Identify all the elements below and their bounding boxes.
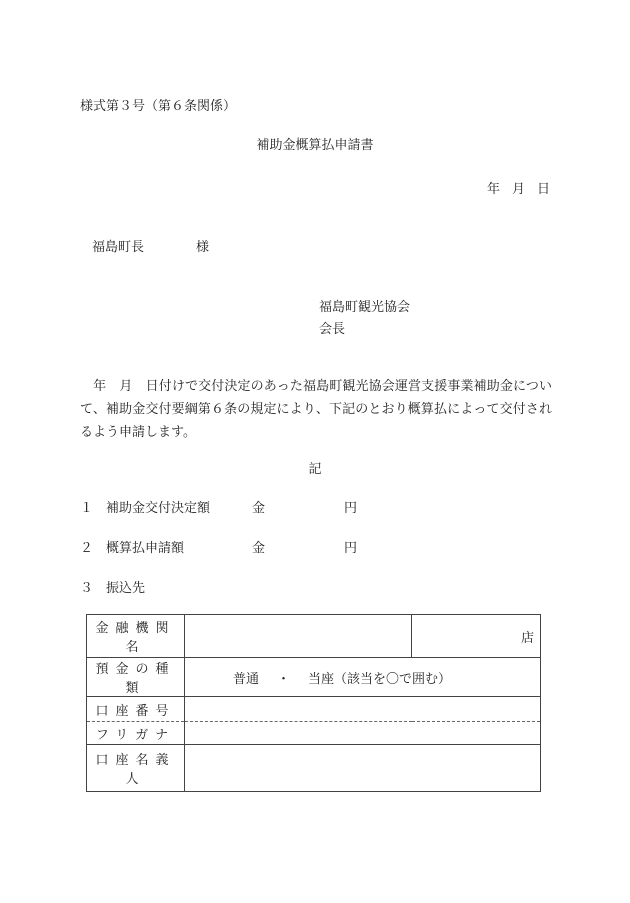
date-year: 年 xyxy=(486,182,500,197)
addressee xyxy=(92,236,209,255)
addressee-honorific: 様 xyxy=(196,240,210,255)
bank-name-row xyxy=(87,615,541,658)
item-number: ２ xyxy=(80,541,94,556)
account-type-label: 預金の種類 xyxy=(87,658,185,697)
account-type-touza: 当座（該当を〇で囲む） xyxy=(308,671,452,687)
item-number: １ xyxy=(80,501,94,516)
item-label: 概算払申請額 xyxy=(106,541,185,556)
account-holder-row xyxy=(87,745,541,792)
applicant-position: 会長 xyxy=(319,322,346,337)
furigana-field[interactable] xyxy=(185,722,541,745)
branch-suffix: 店 xyxy=(520,630,534,646)
item-grant-amount xyxy=(80,497,357,516)
date-line xyxy=(475,178,550,197)
bank-name-label: 金融機関名 xyxy=(87,615,185,658)
item-kin: 金 xyxy=(252,541,266,556)
applicant-org: 福島町観光協会 xyxy=(319,300,411,315)
account-holder-field[interactable] xyxy=(185,745,541,792)
item-kin: 金 xyxy=(252,501,266,516)
account-number-field[interactable] xyxy=(185,697,541,722)
bank-name-field[interactable] xyxy=(185,615,412,658)
item-label: 振込先 xyxy=(106,581,146,596)
ki-heading: 記 xyxy=(308,462,322,477)
furigana-row xyxy=(87,722,541,745)
account-type-field[interactable] xyxy=(185,658,541,697)
branch-field[interactable] xyxy=(412,615,541,658)
account-holder-label: 口座名義人 xyxy=(87,745,185,792)
furigana-label: フリガナ xyxy=(87,722,185,745)
date-month: 月 xyxy=(511,182,525,197)
item-yen: 円 xyxy=(344,541,358,556)
account-number-label: 口座番号 xyxy=(87,697,185,722)
item-number: ３ xyxy=(80,581,94,596)
form-number: 様式第３号（第６条関係） xyxy=(80,99,237,114)
body-text: 年 月 日付けで交付決定のあった福島町観光協会運営支援事業補助金について、補助金交付要綱第６条の規定により、下記のとおり概算払によって交付されるよう申請します。 xyxy=(80,379,552,440)
document-title: 補助金概算払申請書 xyxy=(256,138,374,153)
addressee-name: 福島町長 xyxy=(92,240,145,255)
account-type-separator: ・ xyxy=(277,671,291,687)
item-advance-amount xyxy=(80,537,357,556)
bank-account-table xyxy=(86,614,541,792)
account-type-row xyxy=(87,658,541,697)
item-transfer-destination xyxy=(80,577,145,596)
item-label: 補助金交付決定額 xyxy=(106,501,211,516)
date-day: 日 xyxy=(536,182,550,197)
account-number-row xyxy=(87,697,541,722)
item-yen: 円 xyxy=(344,501,358,516)
account-type-futsu: 普通 xyxy=(233,671,260,687)
